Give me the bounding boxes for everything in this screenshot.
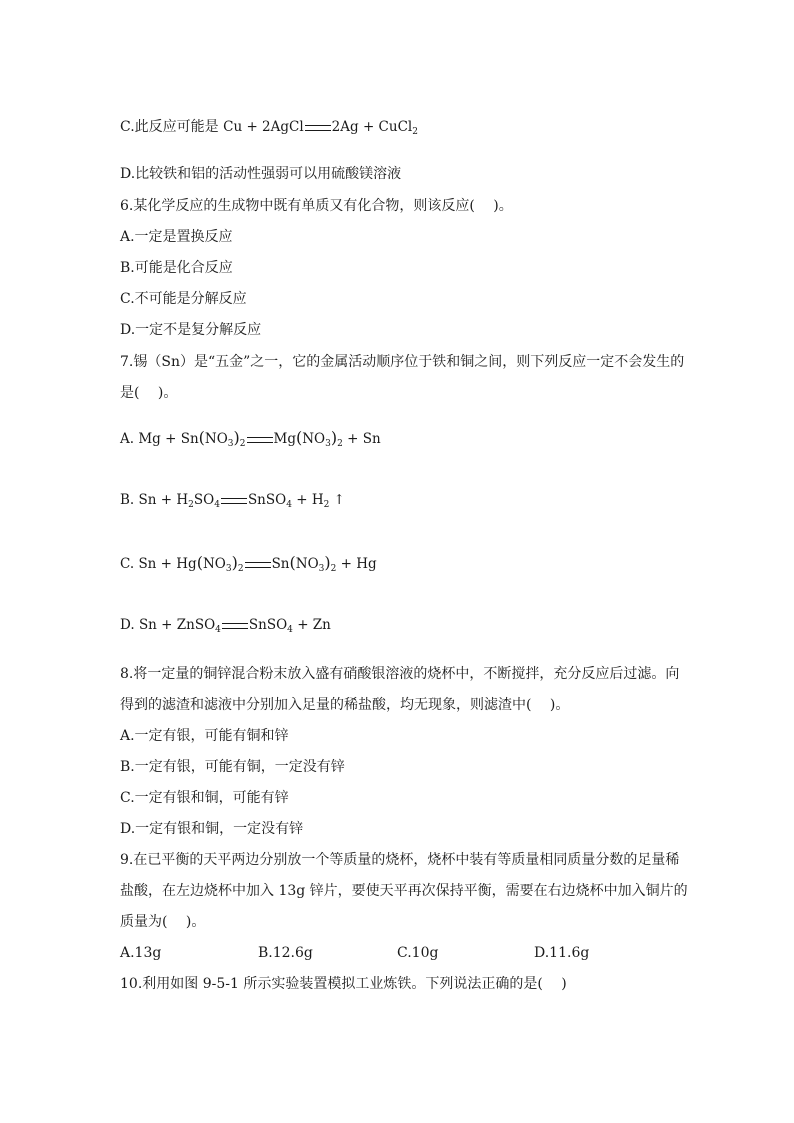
q8-stem-line2: 得到的滤渣和滤液中分别加入足量的稀盐酸，均无现象，则滤渣中( )。	[120, 697, 570, 713]
q5-option-c-equation: Cu + 2AgCl 2Ag + CuCl$_2$	[223, 119, 418, 137]
q10-stem: 10.利用如图 9-5-1 所示实验装置模拟工业炼铁。下列说法正确的是( )	[120, 976, 567, 992]
q6-option-b: B.可能是化合反应	[120, 260, 233, 276]
q9-stem-line2: 盐酸，在左边烧杯中加入 13g 锌片，要使天平再次保持平衡，需要在右边烧杯中加入铜片的	[120, 883, 688, 899]
q7-stem-line1: 7.锡（Sn）是“五金”之一，它的金属活动顺序位于铁和铜之间，则下列反应一定不会发生的	[120, 354, 685, 370]
q8-option-c: C.一定有银和铜，可能有锌	[120, 790, 289, 806]
gas-arrow-icon: ↑	[333, 492, 345, 508]
q9-option-d: D.11.6g	[534, 945, 590, 961]
q7-option-c: C. $Sn + Hg(NO_3)_2$ $Sn(NO_3)_2 + Hg$	[120, 553, 377, 574]
q9-option-c: C.10g	[397, 945, 439, 961]
q9-stem-line1: 9.在已平衡的天平两边分别放一个等质量的烧杯，烧杯中装有等质量相同质量分数的足量稀	[120, 852, 680, 868]
q6-stem: 6.某化学反应的生成物中既有单质又有化合物，则该反应( )。	[120, 198, 513, 214]
q8-option-a: A.一定有银，可能有铜和锌	[120, 728, 289, 744]
equals-sign	[221, 498, 247, 504]
equals-sign	[247, 437, 273, 443]
equals-sign	[305, 125, 331, 131]
q7-option-d: D. Sn + ZnSO$_4$ SnSO$_4$ + Zn	[120, 617, 331, 635]
q6-option-d: D.一定不是复分解反应	[120, 322, 262, 338]
q9-option-b: B.12.6g	[258, 945, 313, 961]
equals-sign	[245, 562, 271, 568]
q7-option-a: A. $Mg + Sn(NO_3)_2$ $Mg(NO_3)_2 + Sn$	[120, 428, 381, 449]
q5-option-d: D.比较铁和铝的活动性强弱可以用硫酸镁溶液	[120, 166, 402, 182]
q5-option-c-text: C.此反应可能是	[120, 119, 219, 135]
q6-option-a: A.一定是置换反应	[120, 229, 233, 245]
q8-option-b: B.一定有银，可能有铜，一定没有锌	[120, 759, 345, 775]
q8-stem-line1: 8.将一定量的铜锌混合粉末放入盛有硝酸银溶液的烧杯中，不断搅拌，充分反应后过滤。向	[120, 666, 680, 682]
q7-stem-line2: 是( )。	[120, 385, 178, 401]
q8-option-d: D.一定有银和铜，一定没有锌	[120, 821, 304, 837]
q9-stem-line3: 质量为( )。	[120, 914, 206, 930]
q7-option-b: B. $Sn + H_2SO_4$ SnSO$_4$ + $H_2$ ↑	[120, 492, 345, 510]
q6-option-c: C.不可能是分解反应	[120, 291, 247, 307]
q5-option-c	[120, 117, 418, 142]
equals-sign	[222, 623, 248, 629]
q9-option-a: A.13g	[120, 945, 162, 961]
